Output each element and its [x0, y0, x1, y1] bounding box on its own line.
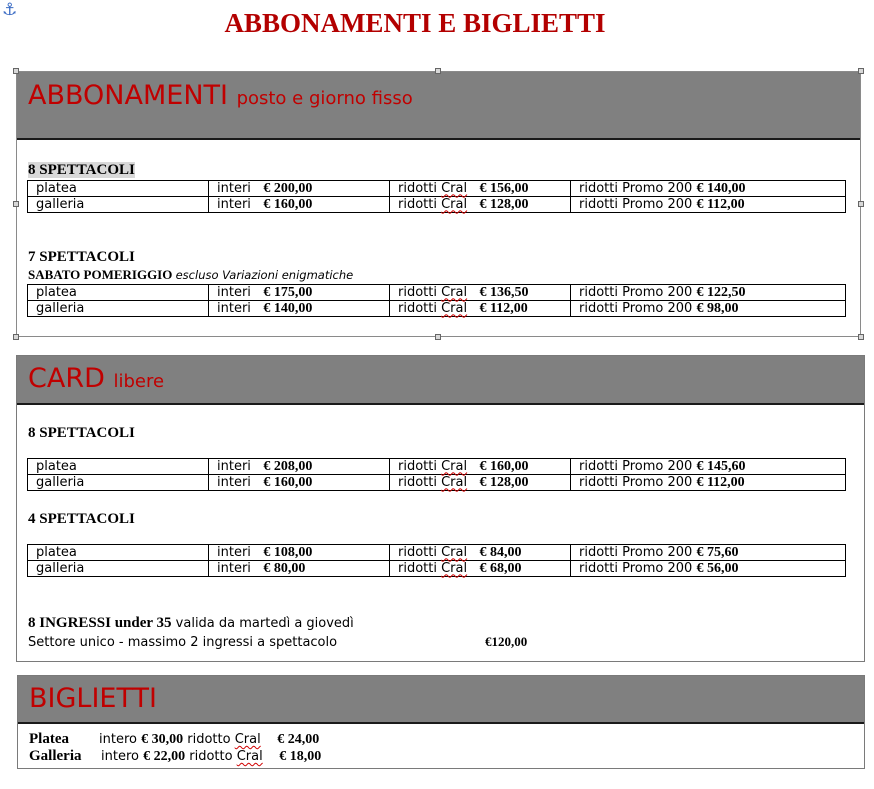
under35-heading-line: 8 INGRESSI under 35 valida da martedì a giovedì	[28, 615, 354, 631]
table-row: platea interi € 108,00 ridotti Cral € 84,00 ridotti Promo 200 € 75,60	[28, 545, 846, 561]
price-table	[27, 544, 846, 577]
section-title: ABBONAMENTI	[28, 80, 228, 111]
section-subtitle: posto e giorno fisso	[236, 88, 413, 109]
resize-handle-tr[interactable]	[858, 68, 864, 74]
resize-handle-ml[interactable]	[13, 201, 19, 207]
anchor-icon[interactable]: ⚓	[2, 0, 18, 20]
resize-handle-bl[interactable]	[13, 334, 19, 340]
resize-handle-tc[interactable]	[435, 68, 441, 74]
table-row: galleria interi € 160,00 ridotti Cral € 128,00 ridotti Promo 200 € 112,00	[28, 197, 846, 213]
card-box[interactable]	[16, 355, 865, 662]
ticket-row: Galleria intero € 22,00 ridotto Cral € 18,00	[29, 748, 322, 764]
section-title: BIGLIETTI	[29, 683, 157, 714]
biglietti-band	[18, 676, 864, 724]
table-row: platea interi € 208,00 ridotti Cral € 160,00 ridotti Promo 200 € 145,60	[28, 459, 846, 475]
under35-detail: Settore unico - massimo 2 ingressi a spettacolo	[28, 635, 338, 650]
section-title: CARD	[28, 363, 105, 394]
card-band	[17, 356, 864, 405]
block-heading: 4 SPETTACOLI	[28, 511, 135, 527]
resize-handle-mr[interactable]	[858, 201, 864, 207]
price-table	[27, 284, 846, 317]
section-subtitle: libere	[113, 371, 165, 392]
abbonamenti-box[interactable]	[16, 71, 861, 337]
table-row: galleria interi € 140,00 ridotti Cral € 112,00 ridotti Promo 200 € 98,00	[28, 301, 846, 317]
table-row: platea interi € 200,00 ridotti Cral € 156,00 ridotti Promo 200 € 140,00	[28, 181, 846, 197]
table-row: galleria interi € 160,00 ridotti Cral € 128,00 ridotti Promo 200 € 112,00	[28, 475, 846, 491]
block-heading: 7 SPETTACOLI	[28, 249, 135, 265]
table-row: platea interi € 175,00 ridotti Cral € 136,50 ridotti Promo 200 € 122,50	[28, 285, 846, 301]
abbonamenti-band	[17, 72, 860, 140]
under35-price: €120,00	[485, 634, 528, 649]
table-row: galleria interi € 80,00 ridotti Cral € 68,00 ridotti Promo 200 € 56,00	[28, 561, 846, 577]
resize-handle-tl[interactable]	[13, 68, 19, 74]
resize-handle-bc[interactable]	[435, 334, 441, 340]
price-table	[27, 458, 846, 491]
page-title: ABBONAMENTI E BIGLIETTI	[224, 8, 606, 38]
resize-handle-br[interactable]	[858, 334, 864, 340]
ticket-row: Platea intero € 30,00 ridotto Cral € 24,00	[29, 731, 320, 747]
block-heading: 8 SPETTACOLI	[28, 425, 135, 441]
price-table	[27, 180, 846, 213]
block-heading: 8 SPETTACOLI	[28, 162, 135, 178]
block-subheading: SABATO POMERIGGIO escluso Variazioni enigmatiche	[28, 267, 354, 282]
biglietti-box[interactable]	[17, 675, 865, 769]
